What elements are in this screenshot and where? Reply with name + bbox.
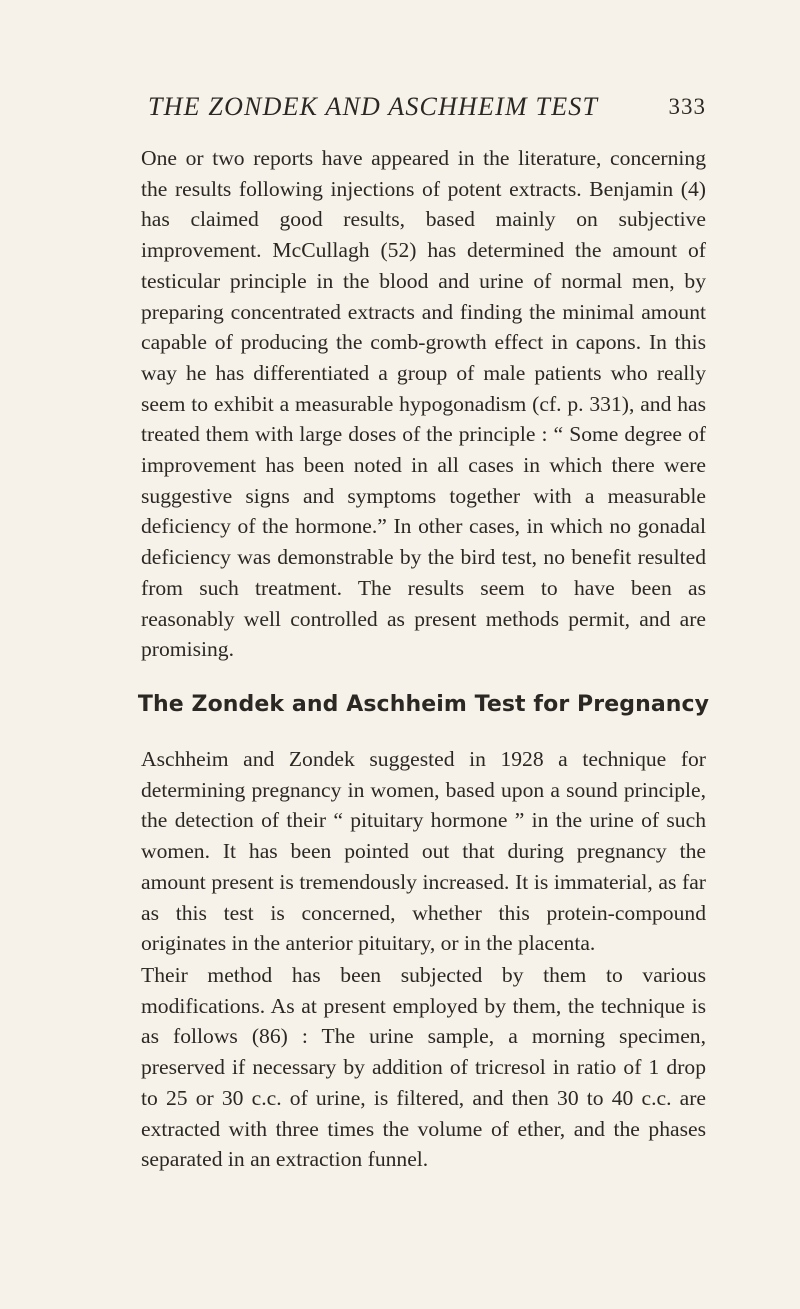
body-paragraph-1: One or two reports have appeared in the literature, concerning the results following injections of potent extracts. Benjamin (4) has claimed good results, based mainly on subjective improvement. McCullagh (52) has determined the amount of testicular principle in the blood and urine of normal men, by preparing concentrated extracts and finding the minimal amount capable of producing the comb-growth effect in capons. In this way he has differentiated a group of male patients who really seem to exhibit a measurable hypogonadism (cf. p. 331), and has treated them with large doses of the principle : “ Some degree of improvement has been noted in all cases in which there were suggestive signs and symptoms together with a measurable deficiency of the hormone.” In other cases, in which no gonadal deficiency was demonstrable by the bird test, no benefit resulted from such treatment. The results seem to have been as reasonably well controlled as present methods permit, and are promising. — [141, 146, 706, 662]
running-title: THE ZONDEK AND ASCHHEIM TEST — [148, 92, 599, 121]
body-paragraph-3: Their method has been subjected by them to various modifications. As at present employed by them, the technique is as follows (86) : The urine sample, a morning specimen, preserved if necessary by addition of tricresol in ratio of 1 drop to 25 or 30 c.c. of urine, is filtered, and then 30 to 40 c.c. are extracted with three times the volume of ether, and the phases separated in an extraction funnel. — [141, 963, 706, 1172]
running-header — [148, 92, 706, 126]
page-number: 333 — [668, 94, 706, 119]
body-paragraph-2: Aschheim and Zondek suggested in 1928 a technique for determining pregnancy in women, based upon a sound principle, the detection of their “ pituitary hormone ” in the urine of such women. It has been pointed out that during pregnancy the amount present is tremendously increased. It is immaterial, as far as this test is concerned, whether this protein-compound originates in the anterior pituitary, or in the placenta. — [141, 747, 706, 956]
section-heading: The Zondek and Aschheim Test for Pregnancy — [137, 692, 710, 717]
